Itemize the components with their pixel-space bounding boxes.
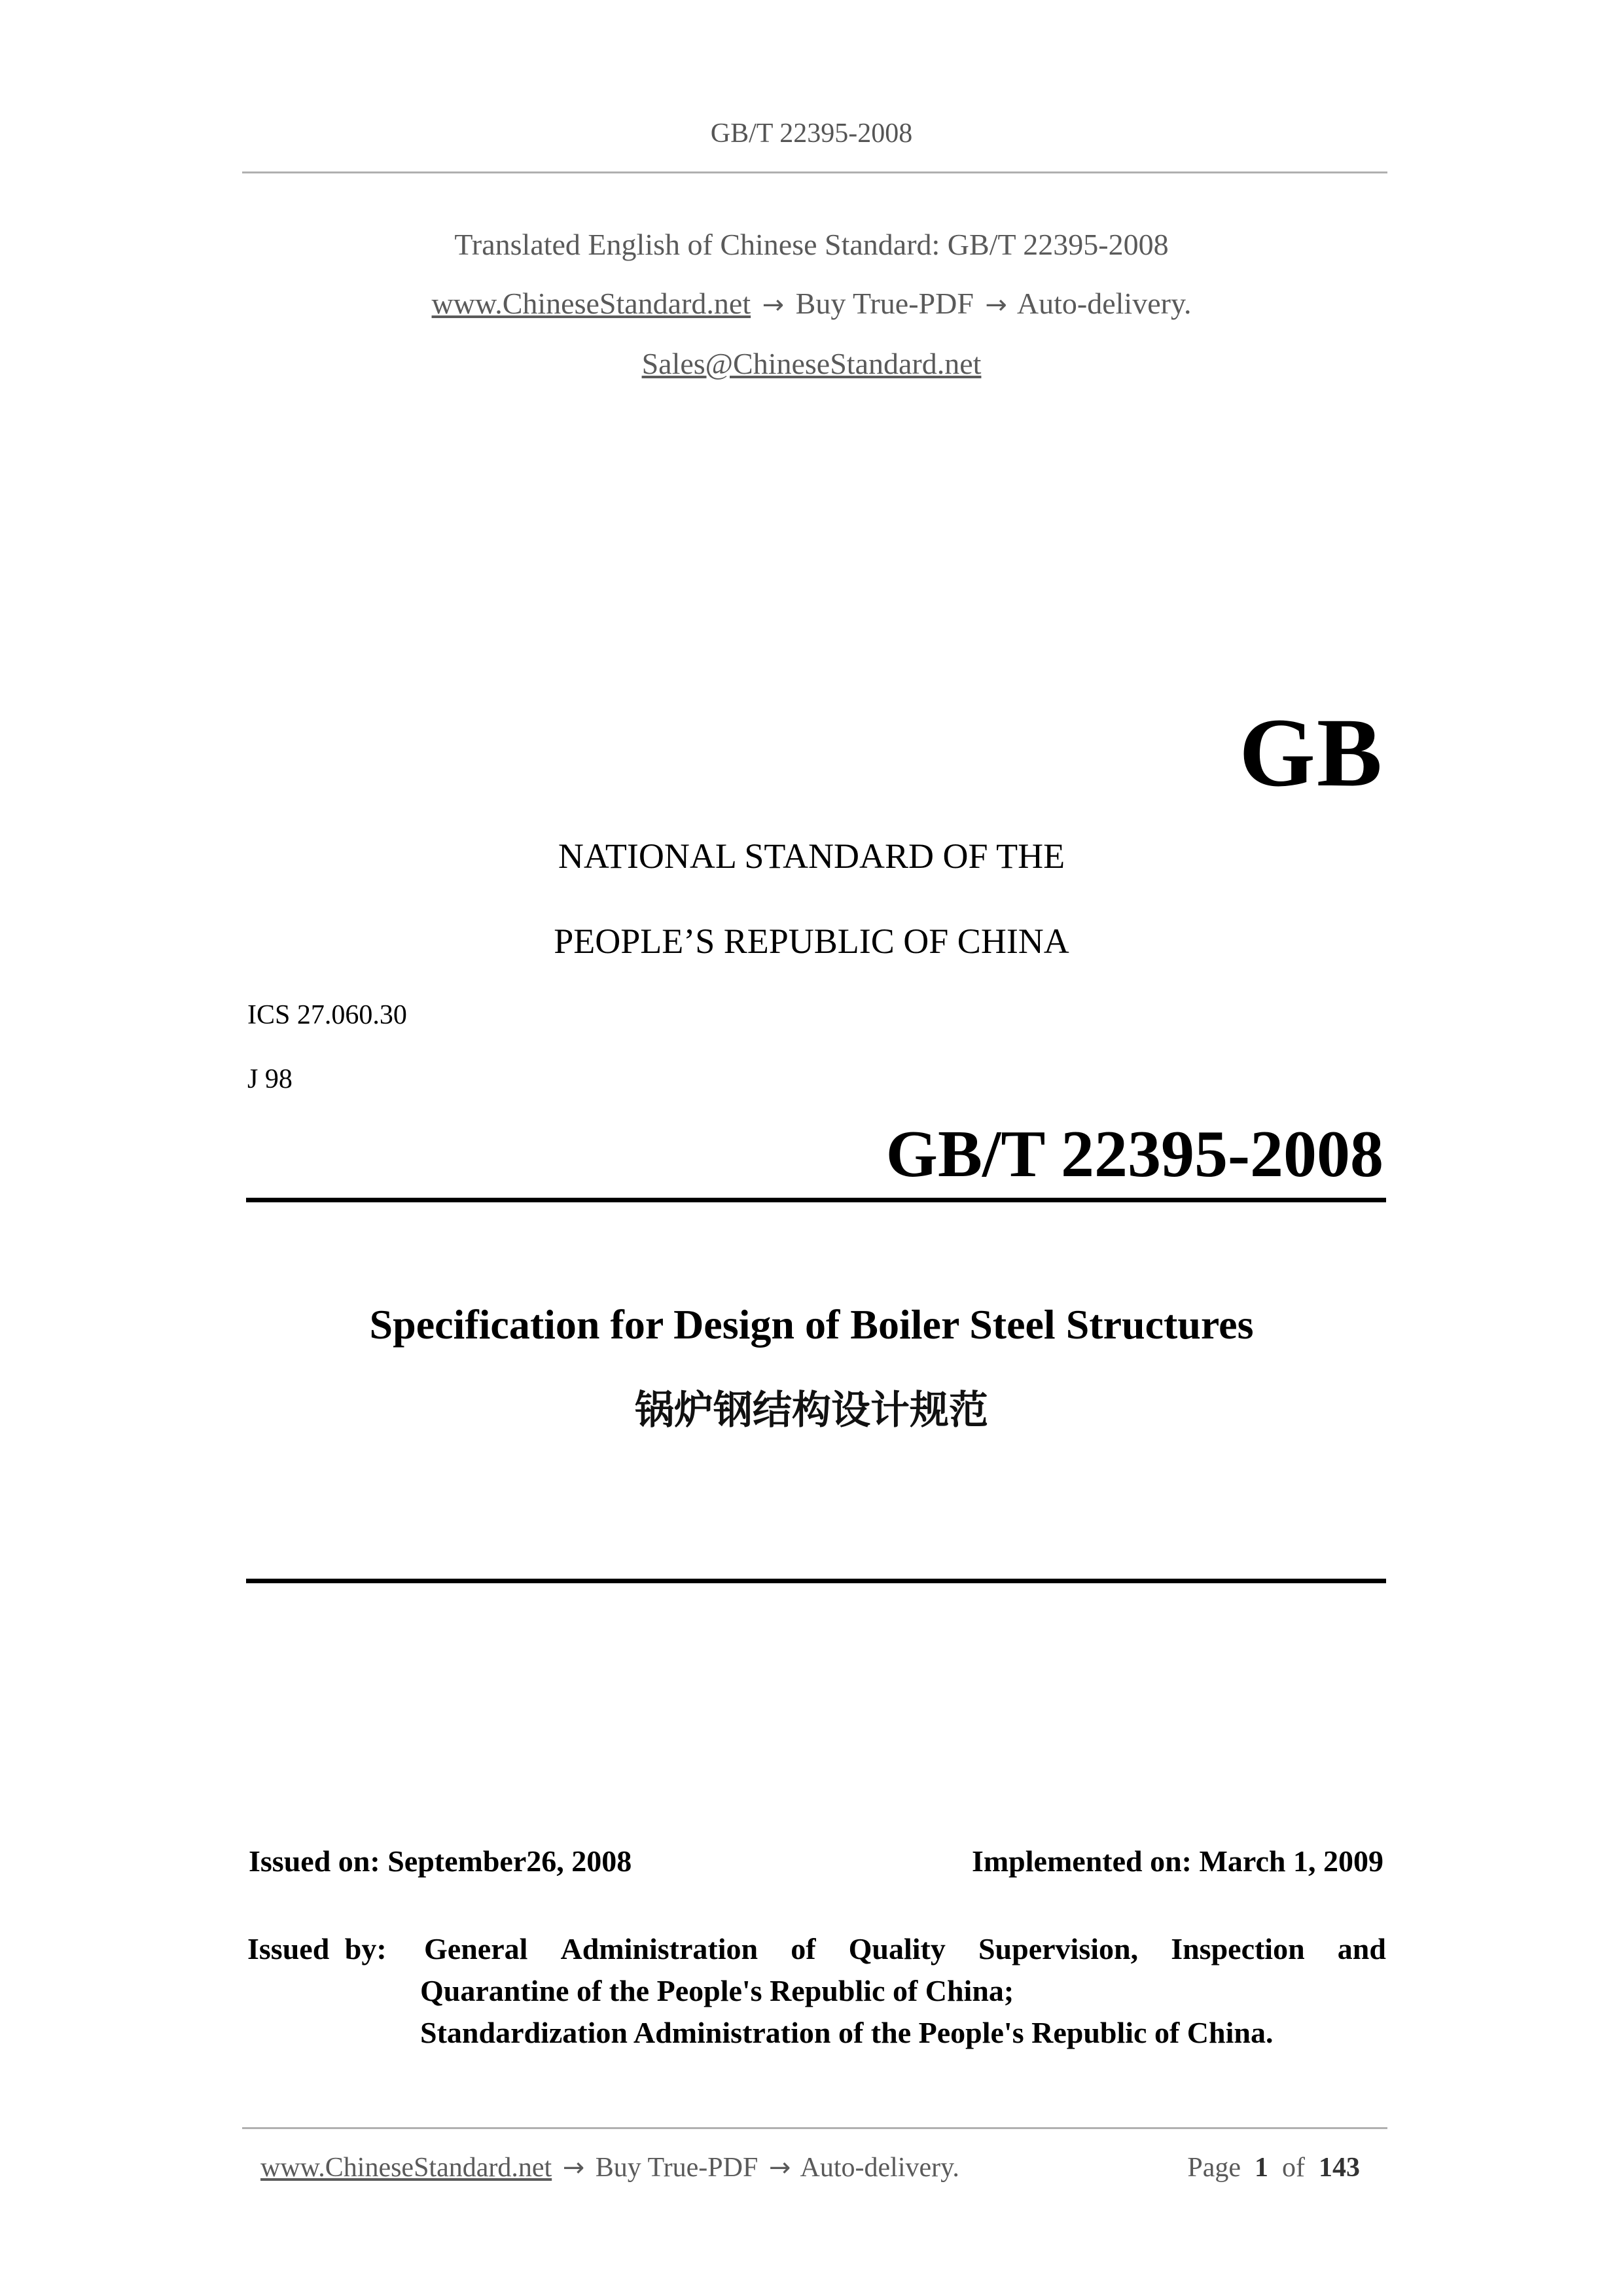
purchase-line <box>0 285 1623 324</box>
issued-on-date: Issued on: September26, 2008 <box>249 1844 632 1878</box>
header-divider <box>242 171 1387 173</box>
running-header-title: GB/T 22395-2008 <box>710 118 913 149</box>
document-title-english: Specification for Design of Boiler Steel Structures <box>369 1301 1254 1348</box>
arrow-right-icon: → <box>768 2153 791 2183</box>
footer-auto-delivery-text: Auto-delivery. <box>800 2153 959 2183</box>
issued-by-word: Inspection <box>1171 1932 1305 1965</box>
ccs-code: J 98 <box>247 1064 293 1094</box>
issued-by-word: General <box>424 1932 528 1965</box>
standard-number: GB/T 22395-2008 <box>885 1117 1383 1191</box>
national-standard-line-2: PEOPLE’S REPUBLIC OF CHINA <box>554 922 1069 961</box>
gb-mark: GB <box>1239 698 1383 807</box>
issued-by-line-3: Standardization Administration of the People's Republic of China. <box>420 2016 1274 2049</box>
title-top-rule <box>246 1198 1386 1202</box>
issued-by-line-1 <box>424 1931 1386 1967</box>
page-label: Page <box>1187 2153 1241 2183</box>
issued-by-label: Issued by: <box>247 1932 387 1965</box>
sales-email-link[interactable]: Sales@ChineseStandard.net <box>641 347 982 380</box>
auto-delivery-text: Auto-delivery. <box>1016 287 1192 320</box>
footer-site-link[interactable]: www.ChineseStandard.net <box>260 2153 552 2183</box>
arrow-right-icon: → <box>985 290 1007 320</box>
issued-by-word: Administration <box>560 1932 758 1965</box>
issued-by-word: Quality <box>848 1932 946 1965</box>
issued-by-word: and <box>1337 1932 1386 1965</box>
footer-purchase-line <box>260 2150 959 2185</box>
ics-code: ICS 27.060.30 <box>247 1000 407 1030</box>
issued-by-line-2: Quarantine of the People's Republic of China; <box>420 1974 1014 2007</box>
footer-buy-true-pdf-text: Buy True-PDF <box>595 2153 758 2183</box>
page-counter <box>1187 2150 1360 2185</box>
site-link[interactable]: www.ChineseStandard.net <box>431 287 751 320</box>
translation-notice: Translated English of Chinese Standard: GB/T 22395-2008 <box>454 228 1169 261</box>
title-bottom-rule <box>246 1579 1386 1583</box>
total-pages: 143 <box>1319 2153 1360 2183</box>
arrow-right-icon: → <box>562 2153 585 2183</box>
implemented-on-date: Implemented on: March 1, 2009 <box>971 1844 1383 1878</box>
email-line <box>0 345 1623 383</box>
of-label: of <box>1282 2153 1305 2183</box>
buy-true-pdf-text: Buy True-PDF <box>795 287 974 320</box>
issued-by-word: of <box>791 1932 816 1965</box>
page-number: 1 <box>1255 2153 1268 2183</box>
arrow-right-icon: → <box>762 290 785 320</box>
footer-divider <box>242 2127 1387 2129</box>
national-standard-line-1: NATIONAL STANDARD OF THE <box>558 836 1065 876</box>
issued-by-word: Supervision, <box>978 1932 1139 1965</box>
document-title-chinese: 锅炉钢结构设计规范 <box>635 1388 988 1433</box>
